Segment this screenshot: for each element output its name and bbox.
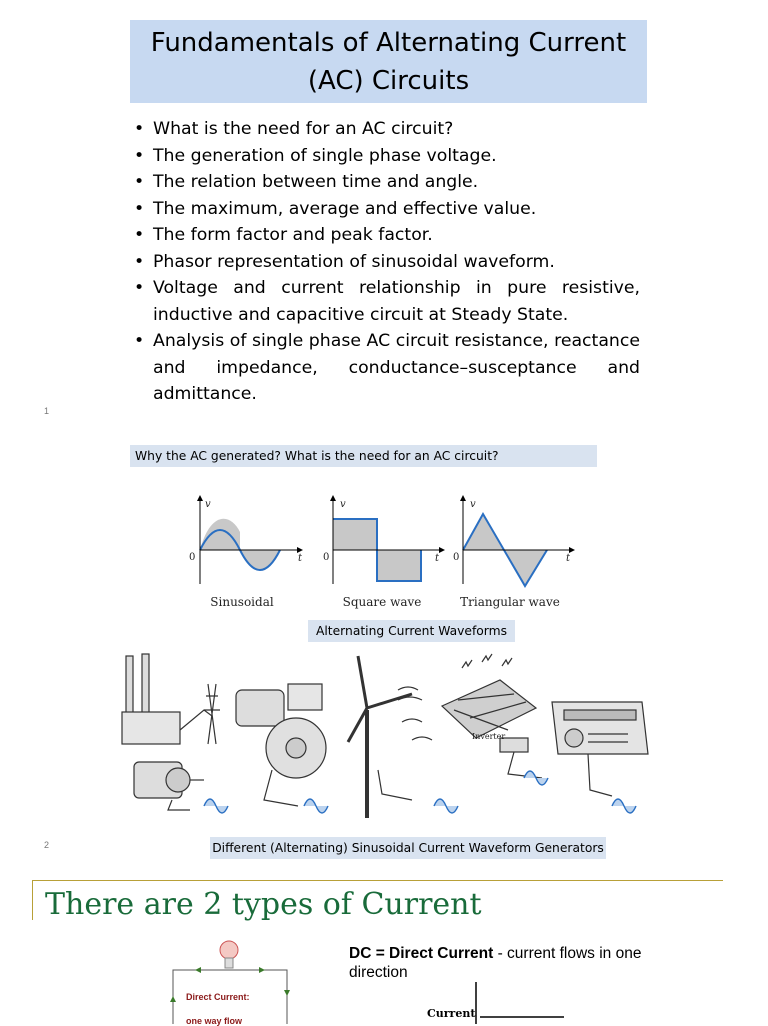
bullet-item: • What is the need for an AC circuit? [132, 116, 640, 143]
slide1-title-box [130, 20, 647, 103]
slide1-title-line1: Fundamentals of Alternating Current [150, 27, 627, 58]
slide3-left-rule [32, 880, 33, 920]
bullet-item: • The relation between time and angle. [132, 169, 640, 196]
page-number-2: 2 [44, 840, 50, 850]
sin-t-label: t [298, 553, 303, 564]
dc-definition: - current flows in one direction [349, 945, 642, 981]
slide3-top-rule [32, 880, 723, 881]
slide1-bullet-list [132, 116, 640, 408]
bullet-item: • Analysis of single phase AC circuit resistance, reactance and impedance, conductance–susceptance and admittance. [132, 328, 640, 408]
sq-t-label: t [435, 553, 440, 564]
dc-circuit-diagram [165, 936, 295, 1024]
engine-generator-icon [236, 684, 326, 806]
dc-description [349, 944, 679, 982]
square-wave [333, 498, 442, 584]
bullet-item: • Phasor representation of sinusoidal waveform. [132, 249, 640, 276]
slide2-header: Why the AC generated? What is the need for an AC circuit? [130, 445, 597, 467]
bullet-item: • The form factor and peak factor. [132, 222, 640, 249]
wind-turbine-icon [348, 656, 432, 818]
signal-generator-icon [552, 702, 648, 796]
dc-graph-label: Current [427, 1007, 476, 1020]
inverter-label: Inverter [472, 732, 506, 741]
dc-graph [472, 980, 572, 1024]
slide1-title-line2: (AC) Circuits [307, 65, 470, 96]
diagram-label-1: Direct Current: [186, 992, 250, 1002]
waveforms-caption: Alternating Current Waveforms [308, 620, 515, 642]
sin-origin-label: 0 [189, 552, 196, 563]
square-wave-label: Square wave [342, 595, 422, 609]
bullet-item: • The generation of single phase voltage. [132, 143, 640, 170]
page-number-1: 1 [44, 406, 50, 416]
sinusoidal-label: Sinusoidal [210, 595, 274, 609]
tri-t-label: t [566, 553, 571, 564]
generators-caption: Different (Alternating) Sinusoidal Current Waveform Generators [210, 837, 606, 859]
waveforms-figure [180, 492, 580, 596]
tri-v-label: v [470, 499, 476, 510]
triangular-wave [463, 498, 572, 586]
diagram-label-2: one way flow [186, 1016, 243, 1026]
sine-symbol-icons [204, 771, 636, 813]
sq-origin-label: 0 [323, 552, 330, 563]
bullet-item: • Voltage and current relationship in pure resistive, inductive and capacitive circuit at Steady State. [132, 275, 640, 328]
triangular-wave-label: Triangular wave [460, 595, 560, 609]
sinusoidal-wave [200, 498, 303, 584]
tri-origin-label: 0 [453, 552, 460, 563]
power-plant-icon [122, 654, 220, 744]
solar-panel-icon [442, 654, 542, 778]
motor-icon [134, 762, 204, 810]
sq-v-label: v [340, 499, 346, 510]
dc-term: DC = Direct Current [349, 945, 494, 962]
sin-v-label: v [205, 499, 211, 510]
bullet-item: • The maximum, average and effective value. [132, 196, 640, 223]
generators-illustration [112, 650, 656, 822]
slide3-title: There are 2 types of Current [45, 887, 482, 922]
